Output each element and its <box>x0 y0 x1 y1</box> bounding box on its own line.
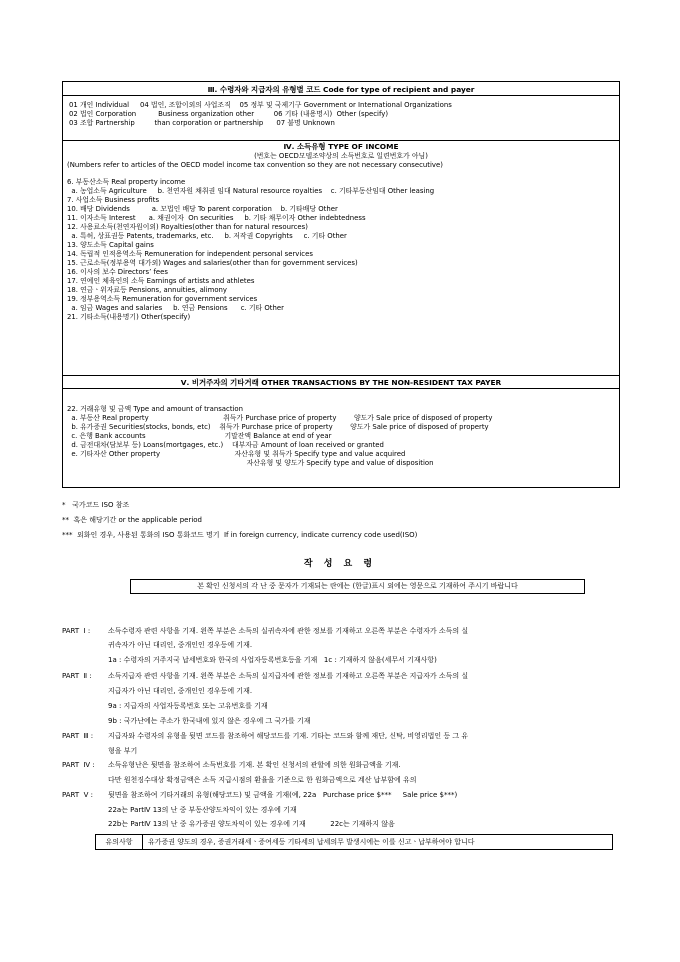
part-label: PART Ⅴ : <box>62 791 94 799</box>
part-label: PART Ⅳ : <box>62 761 95 769</box>
footnote: ** 혹은 해당기간 or the applicable period <box>62 516 202 524</box>
transaction-line: b. 유가증권 Securities(stocks, bonds, etc) 취득가 Purchase price of property 양도가 Sale price of disposed of property <box>67 423 489 431</box>
section4-header: Ⅳ. 소득유형 TYPE OF INCOME <box>283 142 399 151</box>
part-line: 형을 부기 <box>108 747 138 755</box>
income-type-line: 21. 기타소득(내용명기) Other(specify) <box>67 313 191 321</box>
part-line: 지급자가 아닌 대리인, 중개인인 경우등에 기재. <box>108 687 253 695</box>
section3-line: 03 조합 Partnership than corporation or partnership 07 불명 Unknown <box>69 119 335 127</box>
income-type-line: a. 농업소득 Agriculture b. 천연자원 채취권 임대 Natural resource royalties c. 기타부동산임대 Other leasing <box>67 187 435 195</box>
part-line: 9a : 지급자의 사업자등록번호 또는 고유번호를 기재 <box>108 702 268 710</box>
part-label: PART Ⅰ : <box>62 627 91 635</box>
footnote: * 국가코드 ISO 참조 <box>62 501 130 509</box>
part-line: 소득수령자 관련 사항을 기재. 왼쪽 부분은 소득의 실귀속자에 관한 정보를 기재하고 오른쪽 부분은 수령자가 소득의 실 <box>108 627 469 635</box>
part-label: PART Ⅱ : <box>62 672 92 680</box>
other-transactions-table <box>62 375 620 488</box>
income-type-line: 11. 이자소득 Interest a. 채권이자 On securities b. 기타 채무이자 Other indebtedness <box>67 214 366 222</box>
income-type-line: 12. 사용료소득(천연자원이외) Royalties(other than for natural resources) <box>67 223 308 231</box>
part-line: 9b : 국가난에는 주소가 한국내에 있지 않은 경우에 그 국가를 기재 <box>108 717 311 725</box>
income-type-line: a. 특허, 상표권등 Patents, trademarks, etc. b. 저작권 Copyrights c. 기타 Other <box>67 232 347 240</box>
income-type-line: 13. 양도소득 Capital gains <box>67 241 154 249</box>
section3-line: 01 개인 Individual 04 법인, 조합이외의 사업조직 05 정부 및 국제기구 Government or International Organizations <box>69 101 452 109</box>
transaction-line: e. 기타자산 Other property 자산유형 및 취득가 Specify type and value acquired <box>67 450 406 458</box>
section3-line: 02 법인 Corporation Business organization other 06 기타 (내용명시) Other (specify) <box>69 110 389 118</box>
income-type-line: 6. 부동산소득 Real property income <box>67 178 186 186</box>
income-type-table <box>62 140 620 376</box>
section4-note-en: (Numbers refer to articles of the OECD model income tax convention so they are not necessary consecutive) <box>67 161 443 169</box>
part-line: 소득지급자 관련 사항을 기재. 왼쪽 부분은 소득의 실지급자에 관한 정보를 기재하고 오른쪽 부분은 지급자가 소득의 실 <box>108 672 469 680</box>
section3-header: Ⅲ. 수령자와 지급자의 유형별 코드 Code for type of recipient and payer <box>207 85 475 94</box>
income-type-line: 17. 연예인 체육인의 소득 Earnings of artists and athletes <box>67 277 255 285</box>
income-type-line: 7. 사업소득 Business profits <box>67 196 160 204</box>
part-line: 1a : 수령자의 거주지국 납세번호와 한국의 사업자등록번호등을 기재 1c : 기재하지 않음(세무서 기재사항) <box>108 656 437 664</box>
section4-note-ko: (번호는 OECD모델조약상의 소득번호로 일련번호가 아님) <box>254 152 428 160</box>
part-line: 소득유형난은 뒷면을 참조하여 소득번호를 기재. 본 확인 신청서의 관할에 의한 원화금액을 기재. <box>108 761 401 769</box>
income-type-line: 16. 이사의 보수 Directors’ fees <box>67 268 168 276</box>
part-label: PART Ⅲ : <box>62 732 94 740</box>
part-line: 뒷면을 참조하여 기타거래의 유형(해당코드) 및 금액을 기재(예, 22a Purchase price $*** Sale price $***) <box>108 791 458 799</box>
part-line: 22b는 PartⅣ 13의 난 중 유가증권 양도차익이 있는 경우에 기재 22c는 기재하지 않음 <box>108 820 395 828</box>
warning-box <box>95 834 613 850</box>
part-line: 귀속자가 아닌 대리인, 중개인인 경우등에 기재. <box>108 641 253 649</box>
income-type-line: 18. 연금ㆍ위자료등 Pensions, annuities, alimony <box>67 286 227 294</box>
income-type-line: 19. 정부용역소득 Remuneration for government services <box>67 295 258 303</box>
transaction-line: c. 은행 Bank accounts 기말잔액 Balance at end of year <box>67 432 332 440</box>
footnote: *** 외화인 경우, 사용된 통화의 ISO 통화코드 명기 If in foreign currency, indicate currency code used(ISO) <box>62 531 418 539</box>
part-line: 다만 원천징수대상 확정금액은 소득 지급시점의 환율을 기준으로 한 원화금액으로 계산 납부함에 유의 <box>108 776 417 784</box>
warning-text: 유가증권 양도의 경우, 증권거래세ㆍ증여세등 기타세의 납세의무 발생시에는 이를 신고ㆍ납부하여야 합니다 <box>148 838 475 846</box>
part-line: 22a는 PartⅣ 13의 난 중 부동산양도차익이 있는 경우에 기재 <box>108 806 297 814</box>
section5-header: Ⅴ. 비거주자의 기타거래 OTHER TRANSACTIONS BY THE NON-RESIDENT TAX PAYER <box>180 378 502 387</box>
income-type-line: 10. 배당 Dividends a. 모법인 배당 To parent corporation b. 기타배당 Other <box>67 205 338 213</box>
income-type-line: a. 임금 Wages and salaries b. 연금 Pensions c. 기타 Other <box>67 304 284 312</box>
income-type-line: 15. 근로소득(정부용역 대가외) Wages and salaries(other than for government services) <box>67 259 358 267</box>
warning-label: 유의사항 <box>96 835 143 849</box>
instructions-title: 작 성 요 령 <box>303 559 377 569</box>
transaction-line: d. 금전대차(담보부 등) Loans(mortgages, etc.) 대부자금 Amount of loan received or granted <box>67 441 384 449</box>
notice-box: 본 확인 신청서의 각 난 중 문자가 기재되는 란에는 (한글)표시 외에는 영문으로 기재하여 주시기 바랍니다 <box>130 579 585 594</box>
transaction-line: 자산유형 및 양도가 Specify type and value of disposition <box>67 459 434 467</box>
part-line: 지급자와 수령자의 유형을 뒷면 코드를 참조하여 해당코드를 기재. 기타는 코드와 함께 재단, 신탁, 비영리법인 등 그 유 <box>108 732 469 740</box>
transaction-line: a. 부동산 Real property 취득가 Purchase price of property 양도가 Sale price of disposed of property <box>67 414 493 422</box>
income-type-line: 14. 독립적 인적용역소득 Remuneration for independent personal services <box>67 250 313 258</box>
recipient-payer-type-table <box>62 81 620 141</box>
transaction-line: 22. 거래유형 및 금액 Type and amount of transaction <box>67 405 244 413</box>
